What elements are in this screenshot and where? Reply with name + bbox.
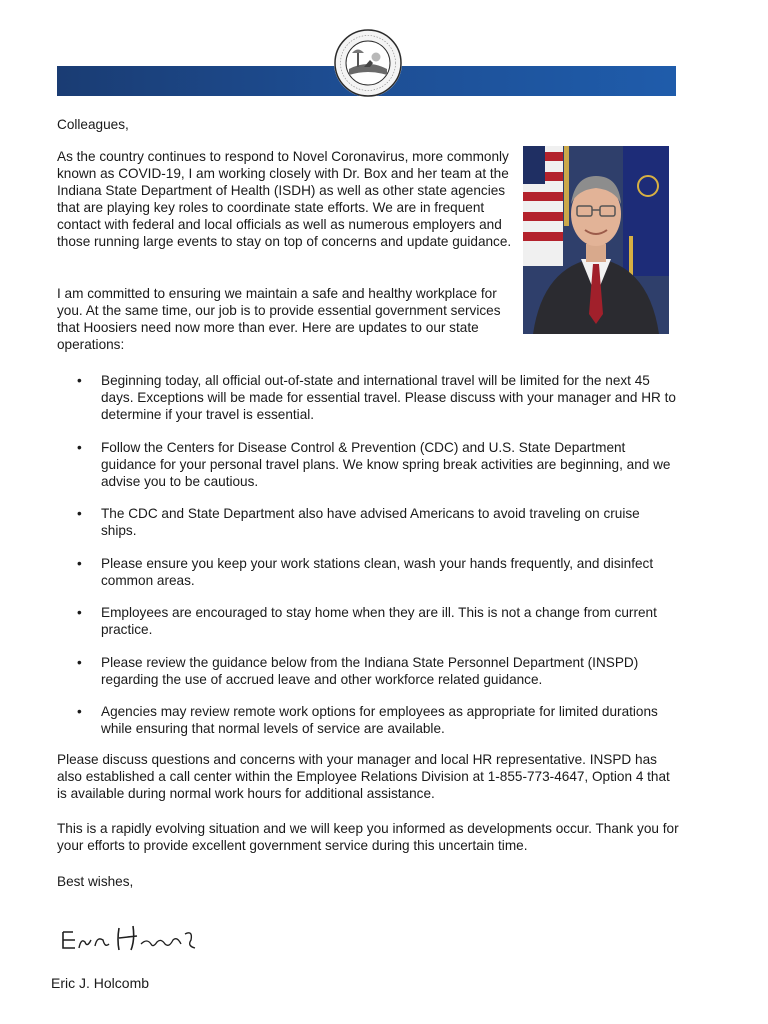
governor-portrait xyxy=(523,146,669,334)
list-item: • Agencies may review remote work options for employees as appropriate for limited durations while ensuring that normal levels of service are available. xyxy=(77,704,658,736)
list-item: • Please ensure you keep your work stations clean, wash your hands frequently, and disinfect common areas. xyxy=(77,555,654,588)
list-item-text: Beginning today, all official out-of-state and international travel will be limited for the next 45 days. Exceptions will be made for essential travel. Please discuss with your manager and HR to determine if your travel is essential. xyxy=(101,373,676,422)
updates-list xyxy=(57,372,679,753)
list-item: • Please review the guidance below from the Indiana State Personnel Department (INSPD) regarding the use of accrued leave and other workforce related guidance. xyxy=(77,654,639,687)
closing-salutation: Best wishes, xyxy=(57,874,134,889)
list-item: • Follow the Centers for Disease Control & Prevention (CDC) and U.S. State Department guidance for your personal travel plans. We know spring break activities are beginning, and we advise you to be cautious. xyxy=(77,439,671,489)
paragraph-intro: As the country continues to respond to Novel Coronavirus, more commonly known as COVID-19, I am working closely with Dr. Box and her team at the Indiana State Department of Health (ISDH) as well as other state agencies that are playing key roles to coordinate state efforts. We are in frequent contact with federal and local officials as well as numerous employers and those running large events to stay on top of concerns and update guidance. xyxy=(57,149,512,249)
list-item-text: Please ensure you keep your work stations clean, wash your hands frequently, and disinfect common areas. xyxy=(101,555,654,588)
list-item-text: Please review the guidance below from the Indiana State Personnel Department (INSPD) regarding the use of accrued leave and other workforce related guidance. xyxy=(101,654,639,687)
greeting: Colleagues, xyxy=(57,117,129,132)
list-item: • Beginning today, all official out-of-state and international travel will be limited for the next 45 days. Exceptions will be made for essential travel. Please discuss with your manager and HR to determine if your travel is essential. xyxy=(77,373,676,422)
paragraph-closing-remarks: This is a rapidly evolving situation and we will keep you informed as developments occur. Thank you for your efforts to provide excellent government service during this uncertain time. xyxy=(57,821,679,853)
list-item-text: Follow the Centers for Disease Control & Prevention (CDC) and U.S. State Department guidance for your personal travel plans. We know spring break activities are beginning, and we advise you to be cautious. xyxy=(101,439,671,489)
list-item-text: Agencies may review remote work options for employees as appropriate for limited durations while ensuring that normal levels of service are available. xyxy=(101,704,658,736)
list-item: • Employees are encouraged to stay home when they are ill. This is not a change from current practice. xyxy=(77,605,657,637)
paragraph-commitment: I am committed to ensuring we maintain a safe and healthy workplace for you. At the same time, our job is to provide essential government services that Hoosiers need now more than ever. Here are updates to our state operations: xyxy=(57,286,501,352)
list-item-text: Employees are encouraged to stay home when they are ill. This is not a change from current practice. xyxy=(101,605,657,637)
state-seal-logo xyxy=(334,29,402,97)
list-item-text: The CDC and State Department also have advised Americans to avoid traveling on cruise ships. xyxy=(101,506,640,538)
signer-name: Eric J. Holcomb xyxy=(51,975,150,991)
paragraph-contact: Please discuss questions and concerns with your manager and local HR representative. INSPD has also established a call center within the Employee Relations Division at 1-855-773-4647, Option 4 that is available during normal work hours for additional assistance. xyxy=(57,752,670,801)
handwritten-signature xyxy=(57,910,203,960)
list-item: • The CDC and State Department also have advised Americans to avoid traveling on cruise ships. xyxy=(77,506,640,538)
